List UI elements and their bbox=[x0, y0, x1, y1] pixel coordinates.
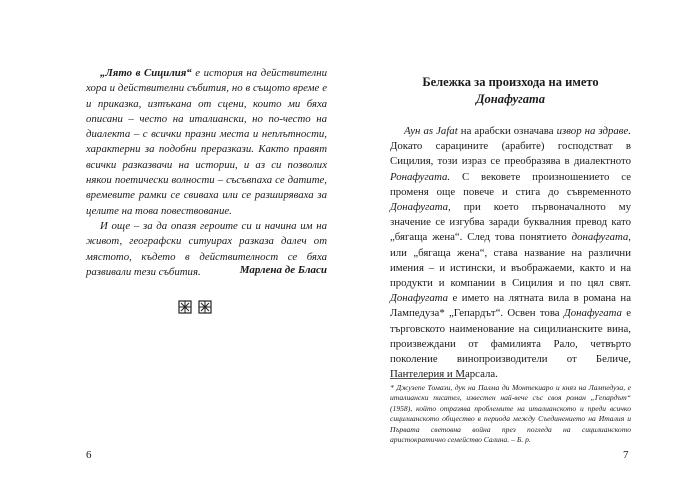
text-segment: на арабски означава bbox=[457, 125, 557, 137]
text-segment: или „бягаща жена“, става название на различни имения – и истински, и въображаеми, както и на продукти и компании в Сицилия и по цял свят. bbox=[390, 246, 631, 290]
text-segment: С вековете произношението се променя още повече и стига до съвременното bbox=[390, 170, 631, 198]
phrase-italic: извор на здраве. bbox=[556, 125, 631, 137]
phrase-italic: Донафугата, bbox=[390, 201, 451, 214]
heading-line-1: Бележка за произхода на името bbox=[422, 75, 599, 89]
heading-line-2: Донафугата bbox=[476, 92, 545, 106]
ornament-right-icon bbox=[198, 300, 212, 314]
intro-title: „Лято в Сицилия“ bbox=[100, 67, 192, 79]
phrase-italic: Ронафугата. bbox=[390, 170, 451, 183]
phrase-italic: Донафугата bbox=[563, 307, 622, 320]
page-number-right: 7 bbox=[623, 449, 629, 461]
text-segment: е името на лятната вила в романа на Лампедуза* „Гепардът“. Освен това bbox=[390, 292, 631, 320]
phrase-italic: донафугата, bbox=[571, 231, 631, 244]
left-body-text bbox=[86, 66, 327, 280]
right-body-text bbox=[390, 124, 631, 382]
ornament bbox=[178, 300, 212, 314]
footnote-text: * Джузепе Томази, дук на Палма ди Монтекиаро и княз на Лампедуза, е италиански писател, известен най-вече със своя роман „Гепардът“ (1958), който отразява проблемите на италианското и преди всичко сицилианското общество в периода между Съединението на Италия и Първата световна война през погледа на сицилианското аристократично семейство Салина. – Б. р. bbox=[390, 383, 631, 445]
page-number-left: 6 bbox=[86, 449, 92, 461]
phrase-italic: Донафугата bbox=[390, 292, 449, 305]
note-heading bbox=[390, 74, 631, 108]
left-paragraph-1 bbox=[86, 66, 327, 219]
left-paragraph-2: И още – за да опазя героите си и начина им на живот, географски ситуирах разказа далеч от мястото, където в действителност се бяха развивали тези събития. bbox=[86, 219, 327, 278]
text-segment: Докато сарацините (арабите) господстват в Сицилия, този израз се преобразява в диалектното bbox=[390, 140, 631, 168]
ornament-left-icon bbox=[178, 300, 192, 314]
right-paragraph bbox=[390, 124, 631, 382]
left-body: е история на действителни хора и действителни събития, но в същото време е и приказка, изтъкана от сцени, които ми бяха описани – често на италиански, но по-често на диалекта – с всички празни места и неплътности, характерни за подобни преразкази. Както правят всички разказвачи на истории, и аз си позволих някои поетически волности – съсъвпаха се датите, времевите рамки се свиваха или се разширяваха за целите на това повествование. bbox=[86, 67, 327, 217]
footnote-rule bbox=[390, 378, 466, 379]
text-segment: е търговското наименование на сицилианските вина, произвеждани от фамилията Рало, четвърто поколение винопроизводители от Беличе, Пантелерия и Марсала. bbox=[390, 307, 631, 381]
footnote bbox=[390, 383, 631, 445]
text-segment: при което първоначалното му значение се изгубва заради буквалния превод като „бягаща жена“. След това понятието bbox=[390, 201, 631, 244]
phrase-arabic: Аун as Jafat bbox=[404, 125, 458, 137]
author-signature: Марлена де Бласи bbox=[239, 264, 327, 276]
